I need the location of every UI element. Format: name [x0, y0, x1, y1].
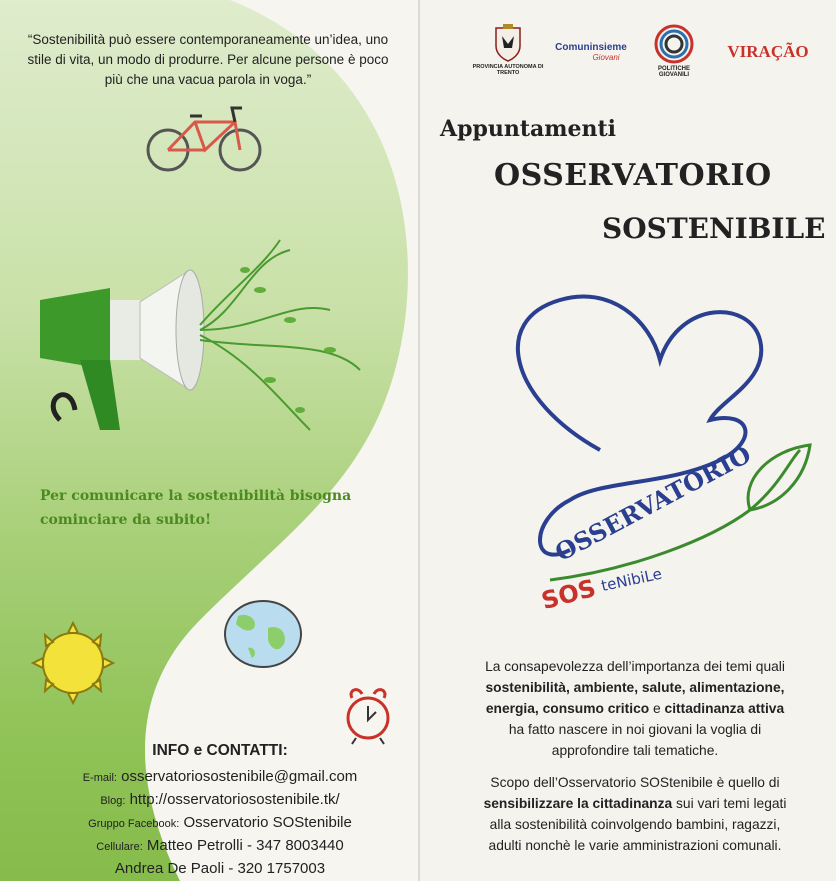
- osservatorio-logo: [450, 280, 830, 620]
- circles-icon: [654, 24, 694, 64]
- contact-phone-2: Andrea De Paoli - 320 1757003: [114, 860, 326, 877]
- comuninsieme-logo: Comuninsieme Giovani: [555, 42, 627, 62]
- slogan-line-1: Per comunicare la sostenibilità bisogna: [40, 488, 352, 504]
- slogan-line-2: cominciare da subito!: [40, 512, 212, 528]
- contact-facebook: Gruppo Facebook: Osservatorio SOStenibile: [88, 814, 352, 831]
- bicycle-icon: [140, 100, 270, 175]
- logo-text-tenibile: teNibiLe: [599, 564, 664, 596]
- contact-email: E-mail: osservatoriosostenibile@gmail.com: [82, 768, 358, 785]
- blog-link[interactable]: http://osservatoriosostenibile.tk/: [129, 791, 340, 808]
- sponsor-logos: [468, 24, 828, 94]
- logo-text-sos: SOS: [538, 573, 599, 616]
- appointments-heading: Appuntamenti: [440, 116, 617, 142]
- paragraph-purpose: Scopo dell’Osservatorio SOStenibile è quello di sensibilizzare la cittadinanza sui vari temi legati alla sostenibilità coinvolgendo bambini, ragazzi, adulti nonchè le varie amministrazioni comunali.: [483, 775, 787, 853]
- contact-blog: Blog: http://osservatoriosostenibile.tk/: [100, 791, 340, 808]
- email-link[interactable]: osservatoriosostenibile@gmail.com: [121, 768, 358, 785]
- logo-text-osservatorio: OSSERVATORIO: [550, 439, 756, 568]
- paragraph-awareness: La consapevolezza dell’importanza dei temi quali sostenibilità, ambiente, salute, alimentazione, energia, consumo critico e cittadinanza attiva ha fatto nascere in noi giovani la voglia di approfondire tali tematiche.: [485, 659, 785, 758]
- fold-line: [418, 0, 420, 881]
- alarm-clock-icon: [338, 682, 398, 747]
- contact-section: [40, 742, 400, 880]
- viracao-logo: VIRAÇÃO: [727, 42, 809, 61]
- contact-phone-1: Cellulare: Matteo Petrolli - 347 8003440: [96, 837, 344, 854]
- contact-title: INFO e CONTATTI:: [152, 742, 288, 759]
- quote-text: “Sostenibilità può essere contemporaneamente un’idea, uno stile di vita, un modo di produrre. Per alcune persone è poco più che una vacua parola in voga.”: [27, 32, 389, 87]
- title-line-1: OSSERVATORIO: [494, 158, 772, 193]
- globe-icon: [218, 598, 308, 670]
- sun-icon: [18, 615, 128, 710]
- eagle-shield-icon: [493, 24, 523, 62]
- provincia-logo: PROVINCIA AUTONOMA DI TRENTO: [468, 24, 548, 76]
- megaphone-icon: [30, 230, 390, 450]
- title-line-2: SOSTENIBILE: [602, 212, 826, 245]
- slogan: [40, 484, 370, 532]
- politiche-giovanili-logo: POLITICHE GIOVANILI: [644, 24, 704, 78]
